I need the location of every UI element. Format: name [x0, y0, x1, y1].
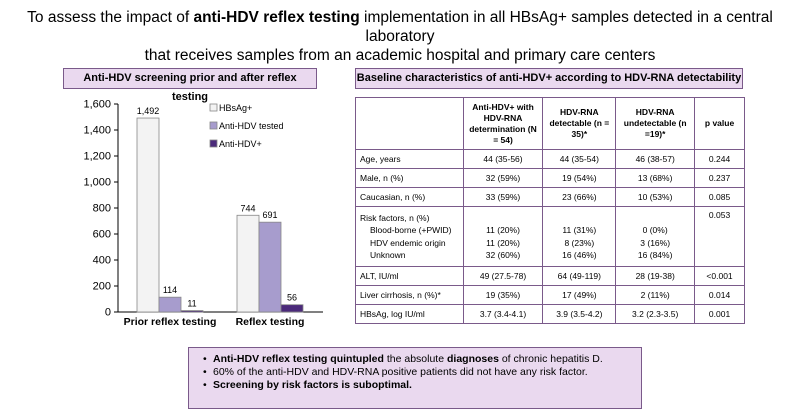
table-row: Caucasian, n (%) 33 (59%) 23 (66%) 10 (53%) 0.085: [356, 188, 745, 207]
category-label: Reflex testing: [235, 316, 305, 328]
screening-bar-chart: [60, 96, 330, 334]
y-tick-label: 0: [104, 306, 111, 319]
table-row: Male, n (%) 32 (59%) 19 (54%) 13 (68%) 0.237: [356, 169, 745, 188]
y-tick-label: 1,400: [83, 124, 111, 137]
data-label: 11: [187, 298, 197, 309]
data-label: 744: [240, 203, 256, 214]
legend-swatch: [210, 140, 217, 147]
y-tick-label: 1,600: [83, 98, 111, 111]
bar: [237, 215, 259, 312]
legend-label: Anti-HDV+: [219, 139, 262, 149]
conclusion-item: • 60% of the anti-HDV and HDV-RNA positive patients did not have any risk factor.: [203, 366, 588, 378]
y-tick-label: 1,200: [83, 150, 111, 163]
table-row: Liver cirrhosis, n (%)* 19 (35%) 17 (49%) 2 (11%) 0.014: [356, 286, 745, 305]
header-undetectable: HDV-RNA undetectable (n =19)*: [616, 98, 695, 150]
y-tick-label: 600: [92, 228, 111, 241]
data-label: 1,492: [136, 106, 160, 117]
table-panel-title: Baseline characteristics of anti-HDV+ according to HDV-RNA detectability: [355, 68, 743, 89]
bar: [281, 305, 303, 312]
chart-panel-title: Anti-HDV screening prior and after reflex testing: [63, 68, 317, 89]
legend-swatch: [210, 104, 217, 111]
conclusion-item: • Anti-HDV reflex testing quintupled the absolute diagnoses of chronic hepatitis D.: [203, 353, 603, 365]
data-label: 114: [162, 285, 178, 296]
bar: [259, 222, 281, 312]
legend-swatch: [210, 122, 217, 129]
bar: [159, 297, 181, 312]
data-label: 691: [262, 210, 278, 221]
conclusion-item: • Screening by risk factors is suboptimal.: [203, 379, 412, 391]
table-row: ALT, IU/ml 49 (27.5-78) 64 (49-119) 28 (19-38) <0.001: [356, 267, 745, 286]
conclusions-box: [188, 347, 642, 409]
header-pvalue: p value: [695, 98, 745, 150]
data-label: 56: [286, 292, 298, 303]
page-title: To assess the impact of anti-HDV reflex testing implementation in all HBsAg+ samples detected in a central laboratory that receives samples from an academic hospital and primary care centers: [27, 9, 773, 64]
bar: [181, 311, 203, 312]
y-tick-label: 400: [92, 254, 111, 267]
y-tick-label: 1,000: [83, 176, 111, 189]
category-label: Prior reflex testing: [123, 316, 217, 328]
baseline-table: [355, 97, 745, 324]
header-empty: [356, 98, 464, 150]
table-row: Age, years 44 (35-56) 44 (35-54) 46 (38-57) 0.244: [356, 150, 745, 169]
bar: [137, 118, 159, 312]
y-tick-label: 200: [92, 280, 111, 293]
legend-label: Anti-HDV tested: [219, 121, 284, 131]
table-row: HBsAg, log IU/ml 3.7 (3.4-4.1) 3.9 (3.5-4.2) 3.2 (2.3-3.5) 0.001: [356, 305, 745, 324]
y-tick-label: 800: [92, 202, 111, 215]
table-row-risk-factors: Risk factors, n (%) Blood-borne (+PWID) HDV endemic origin Unknown 11 (20%) 11 (20%) 32 (60%) 11 (31%) 8 (23%) 16 (46%) 0 (0%) 3 (16%) 16 (84%) 0.053: [356, 207, 745, 267]
header-detectable: HDV-RNA detectable (n = 35)*: [543, 98, 616, 150]
legend-label: HBsAg+: [219, 103, 253, 113]
header-total: Anti-HDV+ with HDV-RNA determination (N = 54): [463, 98, 543, 150]
